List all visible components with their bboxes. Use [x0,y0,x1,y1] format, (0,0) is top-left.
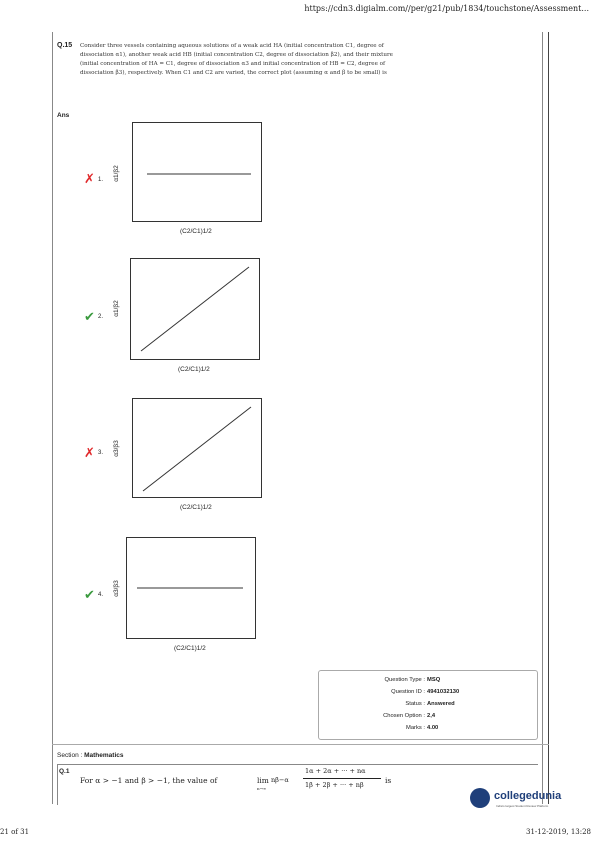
logo-tagline: India's largest Student Review Platform [496,804,549,808]
x-axis-label: (C2/C1)1/2 [174,645,206,652]
plot-2 [130,258,260,360]
fraction-numerator: 1α + 2α + ··· + nα [305,767,366,775]
info-row-type: Question Type : MSQ [384,677,441,683]
answer-label: Ans [57,112,70,119]
x-axis-label: (C2/C1)1/2 [178,366,210,373]
page-counter: 21 of 31 [0,828,30,836]
frame-left-border [52,32,53,804]
next-question-number: Q.1 [59,768,70,775]
plot-line [143,407,251,491]
info-row-chosen: Chosen Option : 2,4 [383,713,436,719]
x-axis-label: (C2/C1)1/2 [180,504,212,511]
divider [52,744,549,745]
question-info-box [318,670,538,740]
limit-operator: lim [257,776,269,785]
option-number: 3. [98,450,104,456]
next-question-text: For α > −1 and β > −1, the value of [80,776,218,785]
x-axis-label: (C2/C1)1/2 [180,228,212,235]
plot-1 [132,122,262,222]
option-number: 4. [98,592,104,598]
check-icon: ✔ [84,310,95,325]
cross-icon: ✗ [84,446,95,461]
check-icon: ✔ [84,588,95,603]
info-row-marks: Marks : 4.00 [405,725,439,731]
fraction-bar [303,778,381,779]
frame-right-border [542,32,543,804]
y-axis-label: α3/β3 [112,440,120,457]
page-url: https://cdn3.digialm.com//per/g21/pub/1834/touchstone/Assessment... [304,4,589,13]
limit-subscript: n→∞ [257,786,267,791]
section-heading: Section : Mathematics [57,752,124,759]
info-row-status: Status : Answered [405,701,455,707]
plot-line [141,267,249,351]
frame-right-border-outer [548,32,549,804]
cross-icon: ✗ [84,172,95,187]
logo-icon [470,788,490,808]
collegedunia-logo [470,788,560,814]
power-term: nβ−α [271,776,289,784]
logo-text: collegedunia [494,790,562,802]
info-row-id: Question ID : 4941032130 [391,689,460,695]
question-number: Q.15 [57,42,73,49]
option-number: 1. [98,177,104,183]
question-text: Consider three vessels containing aqueous solutions of a weak acid HA (initial concentration C1, degree of dissociation α1), another weak acid HB (initial concentration C2, degree of dissociation β2), and their mixture (initial concentration of HA = C1, degree of dissociation α3 and initial concentration of HB = C2, degree of dissociation β3), respectively. When C1 and C2 are varied, the correct plot (assuming α and β to be small) is [80,43,393,76]
plot-3 [132,398,262,498]
y-axis-label: α3/β3 [112,580,120,597]
plot-4 [126,537,256,639]
y-axis-label: α1/β2 [112,300,120,317]
fraction-denominator: 1β + 2β + ··· + nβ [305,781,364,789]
y-axis-label: α1/β2 [112,165,120,182]
option-number: 2. [98,314,104,320]
print-date: 31-12-2019, 13:28 [526,828,591,836]
next-question-suffix: is [385,776,392,785]
